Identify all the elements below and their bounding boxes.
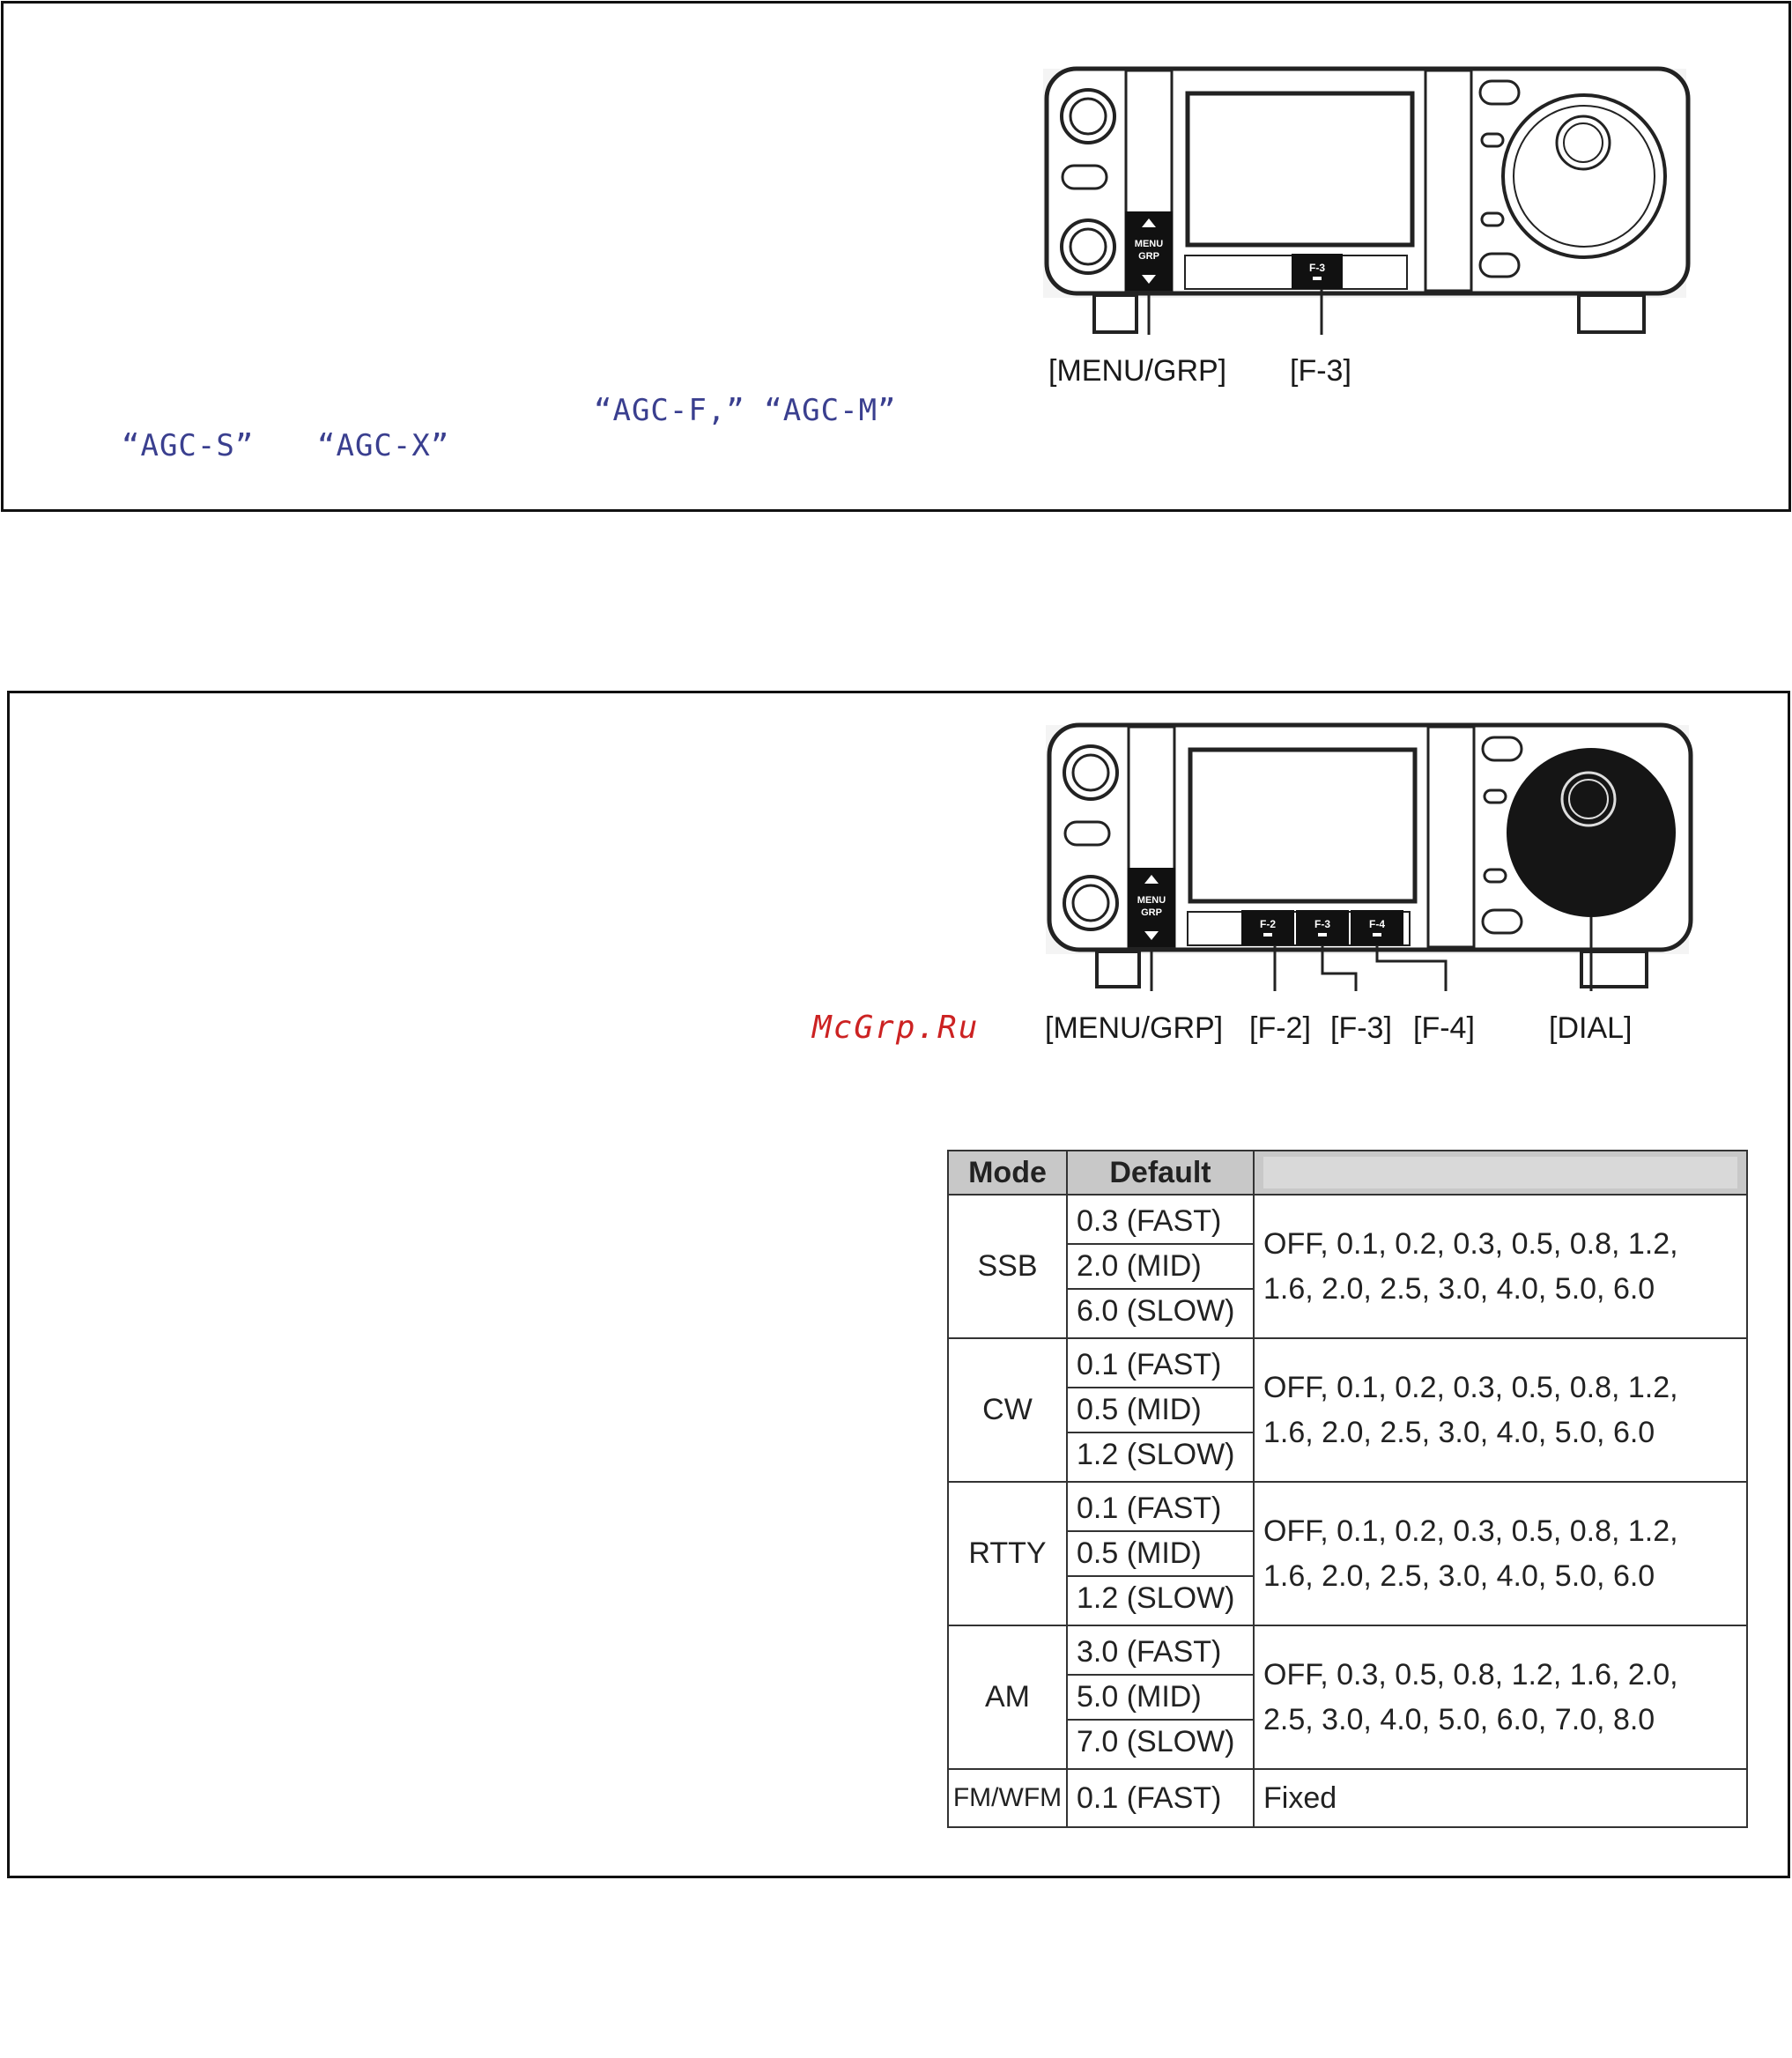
selectable-cell bbox=[1254, 1195, 1747, 1338]
selectable-line: OFF, 0.1, 0.2, 0.3, 0.5, 0.8, 1.2, bbox=[1263, 1514, 1678, 1548]
selectable-cell bbox=[1254, 1769, 1747, 1827]
watermark: McGrp.Ru bbox=[812, 1010, 980, 1046]
lcd-agc-x-label: “AGC-X” bbox=[317, 428, 450, 463]
table-row bbox=[948, 1338, 1747, 1482]
dial-caption: [DIAL] bbox=[1549, 1011, 1633, 1045]
default-fast: 0.1 (FAST) bbox=[1068, 1344, 1253, 1388]
selectable-cell bbox=[1254, 1338, 1747, 1482]
defaults-cell bbox=[1067, 1338, 1254, 1482]
default-fast: 0.1 (FAST) bbox=[1068, 1487, 1253, 1532]
defaults-cell bbox=[1067, 1195, 1254, 1338]
lcd-agc-f-m-label: “AGC-F,” “AGC-M” bbox=[594, 393, 897, 428]
selectable-cell bbox=[1254, 1625, 1747, 1769]
menu-grp-caption: [MENU/GRP] bbox=[1048, 354, 1227, 388]
mode-cell: CW bbox=[948, 1338, 1067, 1482]
default-slow: 1.2 (SLOW) bbox=[1077, 1438, 1235, 1471]
lcd-agc-s-label: “AGC-S” bbox=[122, 428, 255, 463]
svg-text:F-3: F-3 bbox=[1314, 918, 1330, 930]
default-fast: 3.0 (FAST) bbox=[1068, 1631, 1253, 1676]
selectable-line: 2.5, 3.0, 4.0, 5.0, 6.0, 7.0, 8.0 bbox=[1263, 1702, 1655, 1736]
mode-cell: SSB bbox=[948, 1195, 1067, 1338]
default-mid: 0.5 (MID) bbox=[1068, 1388, 1253, 1433]
svg-text:GRP: GRP bbox=[1138, 251, 1159, 262]
agc-time-constant-table bbox=[947, 1150, 1748, 1828]
transceiver-front-panel-diagram-2 bbox=[1042, 718, 1694, 991]
default-slow: 7.0 (SLOW) bbox=[1077, 1725, 1235, 1758]
svg-text:GRP: GRP bbox=[1141, 907, 1162, 918]
svg-text:MENU: MENU bbox=[1134, 239, 1164, 249]
table-row bbox=[948, 1195, 1747, 1338]
f2-caption: [F-2] bbox=[1249, 1011, 1311, 1045]
f4-caption: [F-4] bbox=[1413, 1011, 1475, 1045]
svg-text:F-4: F-4 bbox=[1369, 918, 1385, 930]
display-screen bbox=[1188, 93, 1412, 245]
selectable-line: Fixed bbox=[1263, 1780, 1337, 1815]
default-mid: 2.0 (MID) bbox=[1068, 1245, 1253, 1290]
svg-text:F-3: F-3 bbox=[1309, 262, 1325, 274]
defaults-cell bbox=[1067, 1625, 1254, 1769]
default-slow: 6.0 (SLOW) bbox=[1077, 1294, 1235, 1328]
transceiver-front-panel-diagram bbox=[1040, 62, 1692, 335]
selectable-cell bbox=[1254, 1482, 1747, 1625]
selectable-line: 1.6, 2.0, 2.5, 3.0, 4.0, 5.0, 6.0 bbox=[1263, 1271, 1655, 1306]
header-selectable bbox=[1254, 1151, 1747, 1195]
menu-grp-caption-2: [MENU/GRP] bbox=[1045, 1011, 1224, 1045]
selectable-line: 1.6, 2.0, 2.5, 3.0, 4.0, 5.0, 6.0 bbox=[1263, 1558, 1655, 1593]
svg-text:F-2: F-2 bbox=[1260, 918, 1276, 930]
default-fast: 0.1 (FAST) bbox=[1077, 1780, 1222, 1815]
selectable-line: OFF, 0.3, 0.5, 0.8, 1.2, 1.6, 2.0, bbox=[1263, 1657, 1678, 1692]
mode-cell: AM bbox=[948, 1625, 1067, 1769]
selectable-line: OFF, 0.1, 0.2, 0.3, 0.5, 0.8, 1.2, bbox=[1263, 1226, 1678, 1261]
f3-caption-2: [F-3] bbox=[1330, 1011, 1392, 1045]
mode-cell: FM/WFM bbox=[948, 1769, 1067, 1827]
default-fast: 0.3 (FAST) bbox=[1068, 1200, 1253, 1245]
defaults-cell bbox=[1067, 1482, 1254, 1625]
table-row bbox=[948, 1769, 1747, 1827]
default-slow: 1.2 (SLOW) bbox=[1077, 1581, 1235, 1615]
table-row bbox=[948, 1482, 1747, 1625]
header-mode: Mode bbox=[948, 1151, 1067, 1195]
table-header-row bbox=[948, 1151, 1747, 1195]
default-mid: 5.0 (MID) bbox=[1068, 1676, 1253, 1721]
selectable-line: OFF, 0.1, 0.2, 0.3, 0.5, 0.8, 1.2, bbox=[1263, 1370, 1678, 1404]
mode-cell: RTTY bbox=[948, 1482, 1067, 1625]
defaults-cell bbox=[1067, 1769, 1254, 1827]
table-row bbox=[948, 1625, 1747, 1769]
svg-text:MENU: MENU bbox=[1137, 895, 1166, 906]
default-mid: 0.5 (MID) bbox=[1068, 1532, 1253, 1577]
selectable-line: 1.6, 2.0, 2.5, 3.0, 4.0, 5.0, 6.0 bbox=[1263, 1415, 1655, 1449]
header-default: Default bbox=[1067, 1151, 1254, 1195]
f3-caption: [F-3] bbox=[1290, 354, 1351, 388]
